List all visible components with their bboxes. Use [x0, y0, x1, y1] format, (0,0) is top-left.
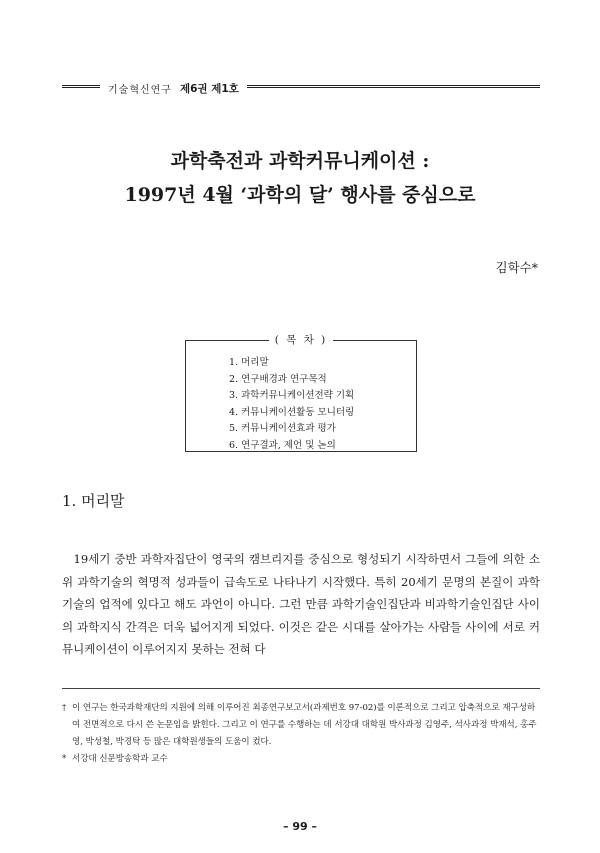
- toc-list: [229, 355, 354, 454]
- toc-heading: ( 목 차 ): [269, 334, 334, 346]
- toc-item: 6. 연구결과, 제언 및 논의: [229, 439, 336, 451]
- toc-item: 2. 연구배경과 연구목적: [229, 373, 327, 385]
- table-of-contents: [185, 334, 417, 452]
- footnote: [62, 700, 540, 751]
- author-name: 김학수*: [495, 260, 538, 275]
- footnote: [62, 751, 540, 768]
- toc-item: 4. 커뮤니케이션활동 모니터링: [229, 406, 355, 418]
- toc-item: 1. 머리말: [229, 357, 269, 368]
- issue-number: 제6권 제1호: [179, 82, 239, 95]
- toc-item: 3. 과학커뮤니케이션전략 기획: [229, 390, 355, 401]
- footnote-mark: *: [62, 754, 67, 764]
- toc-heading-wrap: [186, 332, 416, 347]
- body-paragraph: 19세기 중반 과학자집단이 영국의 캠브리지를 중심으로 형성되기 시작하면서 그들에 의한 소위 과학기술의 혁명적 성과들이 급속도로 나타나기 시작했다. 특히 20세기 문명의 본질이 과학기술의 업적에 있다고 해도 과언이 아니다. 그런 만큼 과학기술인집단과 비과학기술인집단 사이의 과학지식 간격은 더욱 넓어지게 되었다. 이것은 같은 시대를 살아가는 사람들 사이에 서로 커뮤니케이션이 이루어지지 못하는 전혀 다: [62, 552, 540, 656]
- header-rule-right: [247, 85, 540, 91]
- footnote-divider: [62, 688, 540, 689]
- footnote-text: 이 연구는 한국과학재단의 지원에 의해 이루어진 최종연구보고서(과제번호 97-02)를 이론적으로 그리고 압축적으로 재구성하여 전면적으로 다시 쓴 논문임을 밝힌다. 그리고 이 연구를 수행하는 데 서강대 대학원 박사과정 김영주, 석사과정 박재석, 홍주영, 박성철, 박경탁 등 많은 대학원생들의 도움이 컸다.: [72, 703, 537, 747]
- paper-title-line2: 1997년 4월 ‘과학의 달’ 행사를 중심으로: [124, 184, 476, 206]
- footnote-mark: †: [62, 703, 67, 713]
- footnotes: [62, 700, 540, 768]
- header-rule-left: [62, 85, 100, 91]
- footnote-text: 서강대 신문방송학과 교수: [72, 754, 168, 764]
- paper-title-line1: 과학축전과 과학커뮤니케이션 :: [170, 150, 430, 172]
- running-header: [62, 76, 540, 100]
- section-heading: 1. 머리말: [62, 492, 125, 510]
- page-number: – 99 –: [283, 820, 317, 833]
- toc-item: 5. 커뮤니케이션효과 평가: [229, 423, 336, 434]
- journal-name: 기술혁신연구: [108, 84, 172, 96]
